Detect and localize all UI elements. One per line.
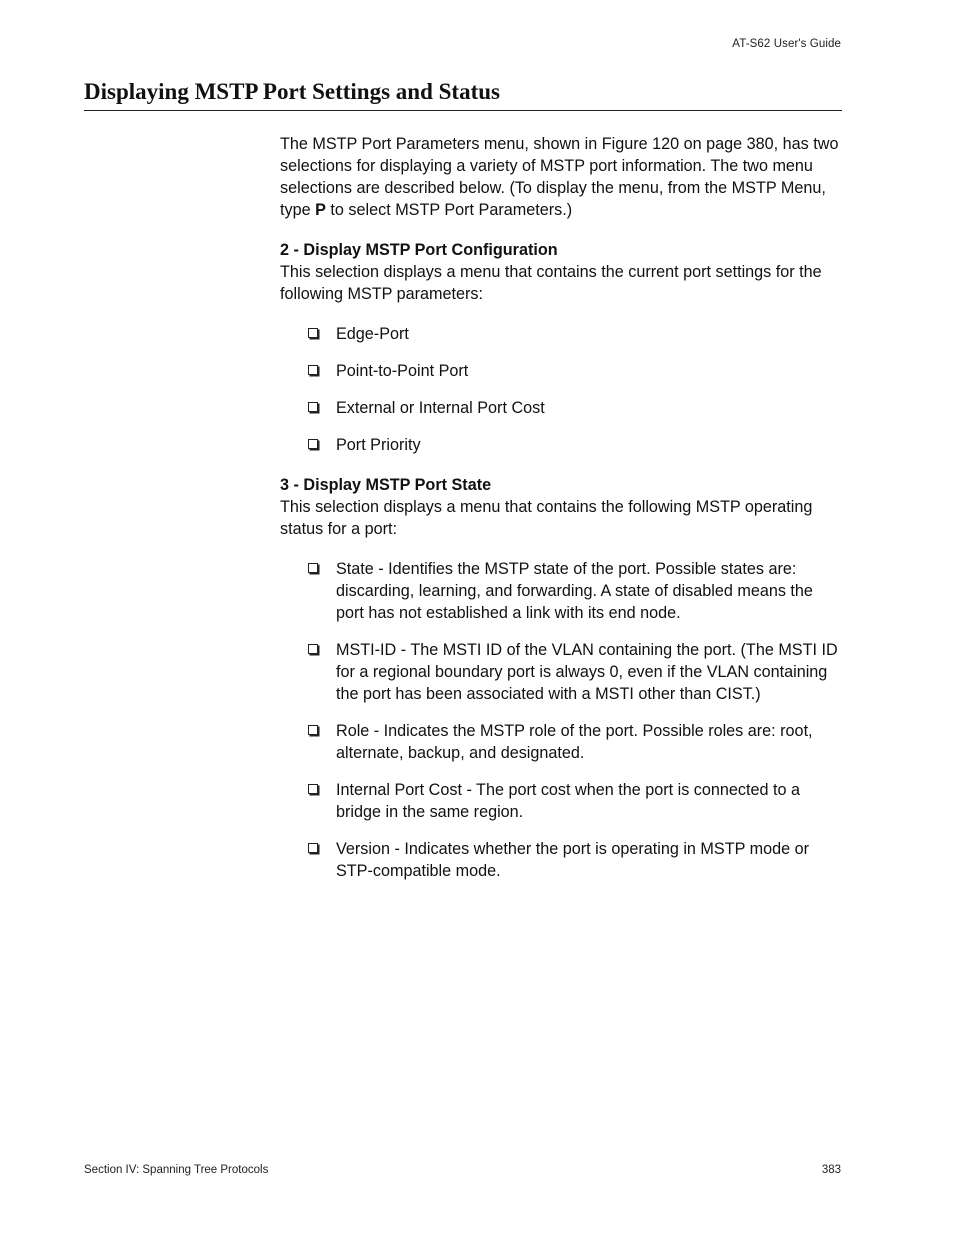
list-item — [280, 323, 842, 345]
section-description-config: This selection displays a menu that contains the current port settings for the following MSTP parameters: — [280, 263, 822, 303]
section-heading-state: 3 - Display MSTP Port State — [280, 476, 492, 494]
page-title: Displaying MSTP Port Settings and Status — [84, 78, 842, 111]
list-item-text: Internal Port Cost - The port cost when the port is connected to a bridge in the same region. — [336, 781, 800, 821]
footer-section-label: Section IV: Spanning Tree Protocols — [84, 1164, 269, 1176]
intro-text-start: The MSTP Port Parameters menu, shown in Figure 120 on page 380, has two selections for displaying a variety of MSTP port information. The two menu selections are described below. (To display the menu, from the MSTP Menu, type — [280, 135, 839, 219]
menu-key: P — [315, 201, 326, 219]
checkbox-bullet-icon — [308, 784, 318, 794]
checkbox-bullet-icon — [308, 439, 318, 449]
list-item — [280, 558, 842, 624]
section-port-configuration — [280, 239, 842, 456]
list-item-text: Version - Indicates whether the port is operating in MSTP mode or STP-compatible mode. — [336, 840, 809, 880]
list-item-text: Point-to-Point Port — [336, 362, 469, 380]
checkbox-bullet-icon — [308, 402, 318, 412]
checkbox-bullet-icon — [308, 365, 318, 375]
main-content — [280, 133, 842, 897]
list-item — [280, 838, 842, 882]
section-port-state — [280, 474, 842, 882]
checkbox-bullet-icon — [308, 644, 318, 654]
checkbox-bullet-icon — [308, 328, 318, 338]
list-item-text: Port Priority — [336, 436, 421, 454]
list-item — [280, 639, 842, 705]
list-item-text: Role - Indicates the MSTP role of the port. Possible roles are: root, alternate, backup, and designated. — [336, 722, 813, 762]
list-item-text: MSTI-ID - The MSTI ID of the VLAN containing the port. (The MSTI ID for a regional boundary port is always 0, even if the VLAN containing the port has been associated with a MSTI other than CIST.) — [336, 641, 838, 703]
list-item — [280, 360, 842, 382]
section-description-state: This selection displays a menu that contains the following MSTP operating status for a port: — [280, 498, 813, 538]
checkbox-bullet-icon — [308, 563, 318, 573]
checkbox-bullet-icon — [308, 843, 318, 853]
running-header: AT-S62 User's Guide — [732, 38, 841, 50]
list-item-text: Edge-Port — [336, 325, 409, 343]
list-item — [280, 434, 842, 456]
list-item-text: State - Identifies the MSTP state of the port. Possible states are: discarding, learning, and forwarding. A state of disabled means the port has not established a link with its end node. — [336, 560, 813, 622]
list-item — [280, 397, 842, 419]
intro-paragraph — [280, 133, 842, 221]
intro-text-end: to select MSTP Port Parameters.) — [325, 201, 573, 219]
section-heading-config: 2 - Display MSTP Port Configuration — [280, 241, 558, 259]
list-item — [280, 720, 842, 764]
state-status-list — [280, 558, 842, 882]
list-item — [280, 779, 842, 823]
checkbox-bullet-icon — [308, 725, 318, 735]
list-item-text: External or Internal Port Cost — [336, 399, 545, 417]
config-parameter-list — [280, 323, 842, 456]
page-number: 383 — [821, 1164, 841, 1176]
